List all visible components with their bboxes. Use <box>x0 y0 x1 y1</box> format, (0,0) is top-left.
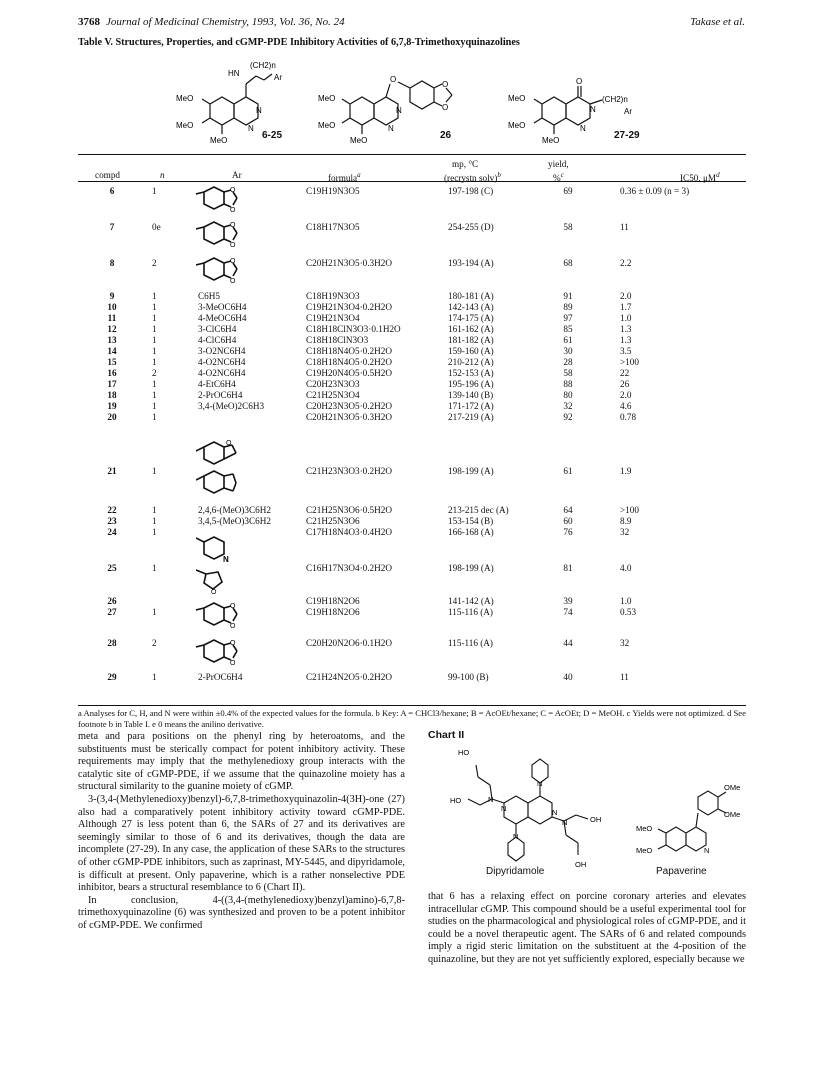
formula-cell: C20H21N3O5·0.3H2O <box>306 412 393 422</box>
formula-cell: C21H25N3O4 <box>306 390 360 400</box>
n-cell: 1 <box>152 516 157 526</box>
ic50-cell: 0.78 <box>620 412 637 422</box>
formula-cell: C19H19N3O5 <box>306 186 360 196</box>
ic50-cell: 1.0 <box>620 313 632 323</box>
n-cell: 1 <box>152 505 157 515</box>
compd-cell: 16 <box>107 368 117 378</box>
formula-cell: C19H18N2O6 <box>306 607 360 617</box>
svg-text:O: O <box>230 603 236 610</box>
svg-text:O: O <box>442 103 449 112</box>
table-row <box>78 505 746 516</box>
formula-cell: C19H20N4O5·0.5H2O <box>306 368 393 378</box>
compd-cell: 10 <box>107 302 117 312</box>
table-row <box>78 357 746 368</box>
mp-cell: 197-198 (C) <box>448 186 494 196</box>
svg-text:HN: HN <box>228 69 240 78</box>
svg-text:MeO: MeO <box>508 121 526 130</box>
yield-cell: 68 <box>563 258 573 268</box>
formula-cell: C20H20N2O6·0.1H2O <box>306 638 393 648</box>
formula-cell: C20H23N3O5·0.2H2O <box>306 401 393 411</box>
formula-cell: C19H21N3O4·0.2H2O <box>306 302 393 312</box>
n-cell: 1 <box>152 401 157 411</box>
ar-cell: 2-PrOC6H4 <box>198 390 243 400</box>
ar-cell: 3-O2NC6H4 <box>198 346 246 356</box>
yield-cell: 32 <box>563 401 573 411</box>
n-cell: 1 <box>152 412 157 422</box>
compd-cell: 27 <box>107 607 117 617</box>
methylenedioxyphenyl-icon <box>196 600 240 634</box>
table-row <box>78 596 746 607</box>
left-column <box>78 731 405 933</box>
ic50-cell: >100 <box>620 357 639 367</box>
header-n: n <box>160 170 165 180</box>
n-cell: 2 <box>152 638 157 648</box>
yield-cell: 64 <box>563 505 573 515</box>
paragraph-2: 3-(3,4-(Methylenedioxy)benzyl)-6,7,8-trimethoxyquinazolin-4(3H)-one (27) also had a comparatively potent inhibitory activity toward cGMP-PDE. Although 27 is less potent than 6, the SARs of 27 and its derivatives are seemingly similar to those of 6 and its derivatives, though the data are incomplete (27-29). In any case, the application of these SARs to the structures of other cGMP-PDE inhibitors, such as zaprinast, MY-5445, and dipyridamole, is difficult at present. Only papaverine, which is a rather nonselective PDE inhibitor, bears a structural resemblance to 6 (Chart II). <box>78 793 405 894</box>
formula-cell: C20H21N3O5·0.3H2O <box>306 258 393 268</box>
table-row <box>78 466 746 477</box>
svg-text:N: N <box>513 832 519 841</box>
svg-text:O: O <box>442 80 449 89</box>
methylenedioxyphenyl-icon <box>196 637 240 671</box>
dihydrobenzofuranyl-icon <box>196 439 240 469</box>
table-row <box>78 412 746 423</box>
table-footnotes: a Analyses for C, H, and N were within ±0.4% of the expected values for the formula. b Key: A = CHCl3/hexane; B = AcOEt/hexane; C = AcOEt; D = MeOH. c Yields were not optimized. d See footnote b in Table I. e 0 means the anilino derivative. <box>78 708 746 729</box>
n-cell: 2 <box>152 368 157 378</box>
ar-cell: 4-EtC6H4 <box>198 379 236 389</box>
formula-cell: C21H25N3O6 <box>306 516 360 526</box>
svg-text:O: O <box>230 623 236 630</box>
svg-text:HO: HO <box>458 748 470 757</box>
yield-cell: 89 <box>563 302 573 312</box>
header-yield-line1: yield, <box>548 159 569 169</box>
svg-text:N: N <box>396 106 402 115</box>
formula-cell: C19H21N3O4 <box>306 313 360 323</box>
caption-papaverine: Papaverine <box>656 866 707 877</box>
n-cell: 1 <box>152 346 157 356</box>
table-row <box>78 672 746 683</box>
svg-text:N: N <box>552 808 558 817</box>
compd-cell: 14 <box>107 346 117 356</box>
svg-text:MeO: MeO <box>542 136 560 145</box>
compd-cell: 22 <box>107 505 117 515</box>
svg-text:Ar: Ar <box>624 107 632 116</box>
yield-cell: 92 <box>563 412 573 422</box>
n-cell: 1 <box>152 390 157 400</box>
svg-text:OH: OH <box>575 860 587 869</box>
yield-cell: 85 <box>563 324 573 334</box>
yield-cell: 69 <box>563 186 573 196</box>
ic50-cell: 2.0 <box>620 390 632 400</box>
structure-26 <box>318 54 488 152</box>
table-row <box>78 222 746 233</box>
ar-cell: 2-PrOC6H4 <box>198 672 243 682</box>
yield-cell: 88 <box>563 379 573 389</box>
svg-text:N: N <box>256 106 262 115</box>
ic50-cell: 11 <box>620 672 629 682</box>
indanyl-icon <box>196 468 240 498</box>
header-ar: Ar <box>232 170 242 180</box>
header-formula <box>328 170 361 183</box>
ic50-cell: 2.2 <box>620 258 632 268</box>
table-row <box>78 607 746 618</box>
svg-text:N: N <box>590 105 596 114</box>
compd-cell: 11 <box>107 313 117 323</box>
compd-cell: 15 <box>107 357 117 367</box>
ic50-cell: 26 <box>620 379 630 389</box>
mp-cell: 142-143 (A) <box>448 302 494 312</box>
mp-cell: 115-116 (A) <box>448 638 493 648</box>
n-cell: 1 <box>152 357 157 367</box>
ic50-cell: 1.0 <box>620 596 632 606</box>
mp-cell: 254-255 (D) <box>448 222 494 232</box>
running-header <box>78 16 745 32</box>
compd-cell: 8 <box>109 258 115 268</box>
ar-cell: 4-MeOC6H4 <box>198 313 247 323</box>
n-cell: 1 <box>152 335 157 345</box>
table-top-rule <box>78 154 746 155</box>
formula-cell: C16H17N3O4·0.2H2O <box>306 563 393 573</box>
yield-cell: 28 <box>563 357 573 367</box>
ar-cell: 3,4,5-(MeO)3C6H2 <box>198 516 271 526</box>
right-column <box>428 891 746 967</box>
table-row <box>78 390 746 401</box>
header-yield-sup: c <box>560 171 564 179</box>
ar-cell: 4-O2NC6H4 <box>198 357 246 367</box>
compd-cell: 20 <box>107 412 117 422</box>
mp-cell: 195-196 (A) <box>448 379 494 389</box>
svg-text:MeO: MeO <box>210 136 228 145</box>
mp-cell: 198-199 (A) <box>448 466 494 476</box>
ar-cell: 3-ClC6H4 <box>198 324 237 334</box>
header-yield-text: % <box>553 173 561 184</box>
ic50-cell: 11 <box>620 222 629 232</box>
table-row <box>78 346 746 357</box>
formula-cell: C18H17N3O5 <box>306 222 360 232</box>
compd-cell: 24 <box>107 527 117 537</box>
formula-cell: C18H18N4O5·0.2H2O <box>306 357 393 367</box>
formula-cell: C21H25N3O6·0.5H2O <box>306 505 393 515</box>
yield-cell: 74 <box>563 607 573 617</box>
mp-cell: 161-162 (A) <box>448 324 494 334</box>
svg-text:O: O <box>230 640 236 647</box>
mp-cell: 210-212 (A) <box>448 357 494 367</box>
ic50-cell: 22 <box>620 368 630 378</box>
ar-cell: 2,4,6-(MeO)3C6H2 <box>198 505 271 515</box>
pyridyl-icon <box>196 534 236 564</box>
svg-text:N: N <box>537 779 543 788</box>
table-row <box>78 368 746 379</box>
mp-cell: 166-168 (A) <box>448 527 494 537</box>
svg-text:OH: OH <box>590 815 602 824</box>
ic50-cell: >100 <box>620 505 639 515</box>
ic50-cell: 2.0 <box>620 291 632 301</box>
yield-cell: 61 <box>563 335 573 345</box>
svg-text:OMe: OMe <box>724 783 741 792</box>
svg-text:OMe: OMe <box>724 810 741 819</box>
formula-cell: C18H18N4O5·0.2H2O <box>306 346 393 356</box>
yield-cell: 61 <box>563 466 573 476</box>
compd-cell: 6 <box>109 186 115 196</box>
svg-text:N: N <box>488 795 494 804</box>
ic50-cell: 8.9 <box>620 516 632 526</box>
paragraph-1: meta and para positions on the phenyl ring by heteroatoms, and the substituents must be sterically compact for potent inhibitory activity. These requirements may imply that the methylenedioxy group interacts with the catalytic site of cGMP-PDE, if we assume that the quinazoline moiety has a structural similarity to the guanine moiety of cGMP. <box>78 731 405 793</box>
table-row <box>78 527 746 538</box>
n-cell: 1 <box>152 466 157 476</box>
svg-text:MeO: MeO <box>508 94 526 103</box>
svg-text:MeO: MeO <box>176 94 194 103</box>
svg-text:O: O <box>230 278 236 285</box>
mp-cell: 217-219 (A) <box>448 412 494 422</box>
svg-text:MeO: MeO <box>350 136 368 145</box>
caption-dipyridamole: Dipyridamole <box>486 866 545 877</box>
mp-cell: 213-215 dec (A) <box>448 505 509 515</box>
svg-text:HO: HO <box>450 796 462 805</box>
n-cell: 1 <box>152 186 157 196</box>
ic50-cell: 1.3 <box>620 335 632 345</box>
yield-cell: 58 <box>563 222 573 232</box>
table-row <box>78 638 746 649</box>
header-formula-sup: a <box>357 171 361 179</box>
yield-cell: 44 <box>563 638 573 648</box>
formula-cell: C19H18N2O6 <box>306 596 360 606</box>
table-bottom-rule <box>78 705 746 706</box>
ic50-cell: 1.7 <box>620 302 632 312</box>
yield-cell: 30 <box>563 346 573 356</box>
svg-text:O: O <box>230 222 236 229</box>
svg-text:MeO: MeO <box>318 94 336 103</box>
n-cell: 1 <box>152 379 157 389</box>
compd-cell: 9 <box>109 291 115 301</box>
header-ic50-text: IC50, μM <box>680 173 717 184</box>
formula-cell: C17H18N4O3·0.4H2O <box>306 527 393 537</box>
ic50-cell: 1.3 <box>620 324 632 334</box>
compd-cell: 21 <box>107 466 117 476</box>
ic50-cell: 0.36 ± 0.09 (n = 3) <box>620 186 690 196</box>
structure-6-25 <box>168 54 318 152</box>
ic50-cell: 3.5 <box>620 346 632 356</box>
svg-text:O: O <box>211 589 217 594</box>
svg-text:N: N <box>248 124 254 133</box>
table-row <box>78 324 746 335</box>
yield-cell: 40 <box>563 672 573 682</box>
svg-text:O: O <box>230 207 236 214</box>
yield-cell: 80 <box>563 390 573 400</box>
compd-cell: 25 <box>107 563 117 573</box>
header-mp-line2 <box>444 170 501 183</box>
header-ic50 <box>680 170 720 183</box>
header-yield-line2 <box>553 170 564 183</box>
ar-cell: C6H5 <box>198 291 220 301</box>
yield-cell: 97 <box>563 313 573 323</box>
compd-cell: 7 <box>109 222 115 232</box>
table-row <box>78 563 746 574</box>
mp-cell: 198-199 (A) <box>448 563 494 573</box>
table-row <box>78 258 746 269</box>
compd-cell: 19 <box>107 401 117 411</box>
compd-cell: 28 <box>107 638 117 648</box>
svg-text:MeO: MeO <box>636 846 653 855</box>
ar-cell: 3-MeOC6H4 <box>198 302 247 312</box>
mp-cell: 159-160 (A) <box>448 346 494 356</box>
n-cell: 0e <box>152 222 161 232</box>
table-header-rule <box>78 181 746 182</box>
table-row <box>78 335 746 346</box>
n-cell: 1 <box>152 672 157 682</box>
compd-cell: 13 <box>107 335 117 345</box>
compd-cell: 23 <box>107 516 117 526</box>
formula-cell: C21H23N3O3·0.2H2O <box>306 466 393 476</box>
mp-cell: 139-140 (B) <box>448 390 494 400</box>
svg-text:O: O <box>226 440 232 447</box>
yield-cell: 76 <box>563 527 573 537</box>
yield-cell: 91 <box>563 291 573 301</box>
mp-cell: 115-116 (A) <box>448 607 493 617</box>
mp-cell: 99-100 (B) <box>448 672 489 682</box>
journal-citation: Journal of Medicinal Chemistry, 1993, Vol. 36, No. 24 <box>106 16 345 28</box>
svg-text:MeO: MeO <box>176 121 194 130</box>
ic50-cell: 4.6 <box>620 401 632 411</box>
yield-cell: 39 <box>563 596 573 606</box>
svg-text:N: N <box>704 846 710 855</box>
svg-text:N: N <box>223 555 229 564</box>
mp-cell: 171-172 (A) <box>448 401 494 411</box>
n-cell: 1 <box>152 302 157 312</box>
methylenedioxyphenyl-icon <box>196 219 240 253</box>
formula-cell: C20H23N3O3 <box>306 379 360 389</box>
mp-cell: 153-154 (B) <box>448 516 494 526</box>
yield-cell: 58 <box>563 368 573 378</box>
svg-text:N: N <box>388 124 394 133</box>
methylenedioxyphenyl-icon <box>196 184 240 218</box>
table-row <box>78 302 746 313</box>
svg-text:O: O <box>576 77 583 86</box>
compd-cell: 26 <box>107 596 117 606</box>
structure-label-6-25: 6-25 <box>262 130 283 141</box>
svg-text:(CH2)n: (CH2)n <box>250 61 276 70</box>
svg-text:O: O <box>230 660 236 667</box>
structure-label-26: 26 <box>440 130 452 141</box>
n-cell: 1 <box>152 324 157 334</box>
svg-text:O: O <box>230 258 236 265</box>
page-number: 3768 <box>78 16 100 28</box>
running-authors: Takase et al. <box>690 16 745 28</box>
mp-cell: 193-194 (A) <box>448 258 494 268</box>
mp-cell: 174-175 (A) <box>448 313 494 323</box>
header-compd: compd <box>95 170 121 180</box>
table-row <box>78 186 746 197</box>
table-row <box>78 313 746 324</box>
yield-cell: 60 <box>563 516 573 526</box>
svg-text:N: N <box>562 818 568 827</box>
n-cell: 1 <box>152 313 157 323</box>
ic50-cell: 4.0 <box>620 563 632 573</box>
n-cell: 1 <box>152 291 157 301</box>
svg-text:O: O <box>230 242 236 249</box>
n-cell: 1 <box>152 563 157 573</box>
ar-cell: 4-ClC6H4 <box>198 335 237 345</box>
chart-title: Chart II <box>428 729 465 741</box>
svg-text:O: O <box>230 187 236 194</box>
ar-cell: 3,4-(MeO)2C6H3 <box>198 401 265 411</box>
header-formula-text: formula <box>328 173 358 184</box>
svg-text:Ar: Ar <box>274 73 282 82</box>
svg-text:MeO: MeO <box>318 121 336 130</box>
svg-text:N: N <box>580 124 586 133</box>
header-mp-text: (recrystn solv) <box>444 173 498 184</box>
ar-cell: 4-O2NC6H4 <box>198 368 246 378</box>
yield-cell: 81 <box>563 563 573 573</box>
ic50-cell: 32 <box>620 638 630 648</box>
svg-text:N: N <box>501 804 507 813</box>
formula-cell: C21H24N2O5·0.2H2O <box>306 672 393 682</box>
header-mp-sup: b <box>497 171 501 179</box>
svg-text:O: O <box>390 75 397 84</box>
header-mp-line1: mp, °C <box>452 159 479 169</box>
table-row <box>78 291 746 302</box>
mp-cell: 180-181 (A) <box>448 291 494 301</box>
compd-cell: 18 <box>107 390 117 400</box>
ic50-cell: 1.9 <box>620 466 632 476</box>
furyl-icon <box>196 566 236 594</box>
paragraph-right: that 6 has a relaxing effect on porcine coronary arteries and elevates intracellular cGMP. This compound should be a useful experimental tool for studies on the pharmacological and physiological roles of cGMP-PDE, and it could be a novel therapeutic agent. The SARs of 6 and related compounds imply a rigid steric limitation on the substituent at the 4-position of the quinazoline, but they are not yet sufficiently explored, especially because we <box>428 891 746 965</box>
formula-cell: C18H18ClN3O3·0.1H2O <box>306 324 401 334</box>
paragraph-3: In conclusion, 4-((3,4-(methylenedioxy)benzyl)amino)-6,7,8-trimethoxyquinazoline (6) was synthesized and proven to be a potent inhibitor of cGMP-PDE. We confirmed <box>78 894 405 931</box>
formula-cell: C18H18ClN3O3 <box>306 335 369 345</box>
mp-cell: 181-182 (A) <box>448 335 494 345</box>
svg-text:(CH2)n: (CH2)n <box>602 95 628 104</box>
compd-cell: 17 <box>107 379 117 389</box>
n-cell: 1 <box>152 527 157 537</box>
compd-cell: 29 <box>107 672 117 682</box>
ic50-cell: 32 <box>620 527 630 537</box>
ic50-cell: 0.53 <box>620 607 637 617</box>
svg-text:MeO: MeO <box>636 824 653 833</box>
table-row <box>78 379 746 390</box>
n-cell: 2 <box>152 258 157 268</box>
mp-cell: 152-153 (A) <box>448 368 494 378</box>
n-cell: 1 <box>152 607 157 617</box>
compd-cell: 12 <box>107 324 117 334</box>
header-ic50-sup: d <box>716 171 720 179</box>
methylenedioxyphenyl-icon <box>196 255 240 289</box>
table-row <box>78 401 746 412</box>
chart-structures <box>428 745 746 875</box>
formula-cell: C18H19N3O3 <box>306 291 360 301</box>
table-title: Table V. Structures, Properties, and cGMP-PDE Inhibitory Activities of 6,7,8-Trimethoxyquinazolines <box>78 37 520 48</box>
mp-cell: 141-142 (A) <box>448 596 494 606</box>
structure-label-27-29: 27-29 <box>614 130 640 141</box>
table-row <box>78 516 746 527</box>
